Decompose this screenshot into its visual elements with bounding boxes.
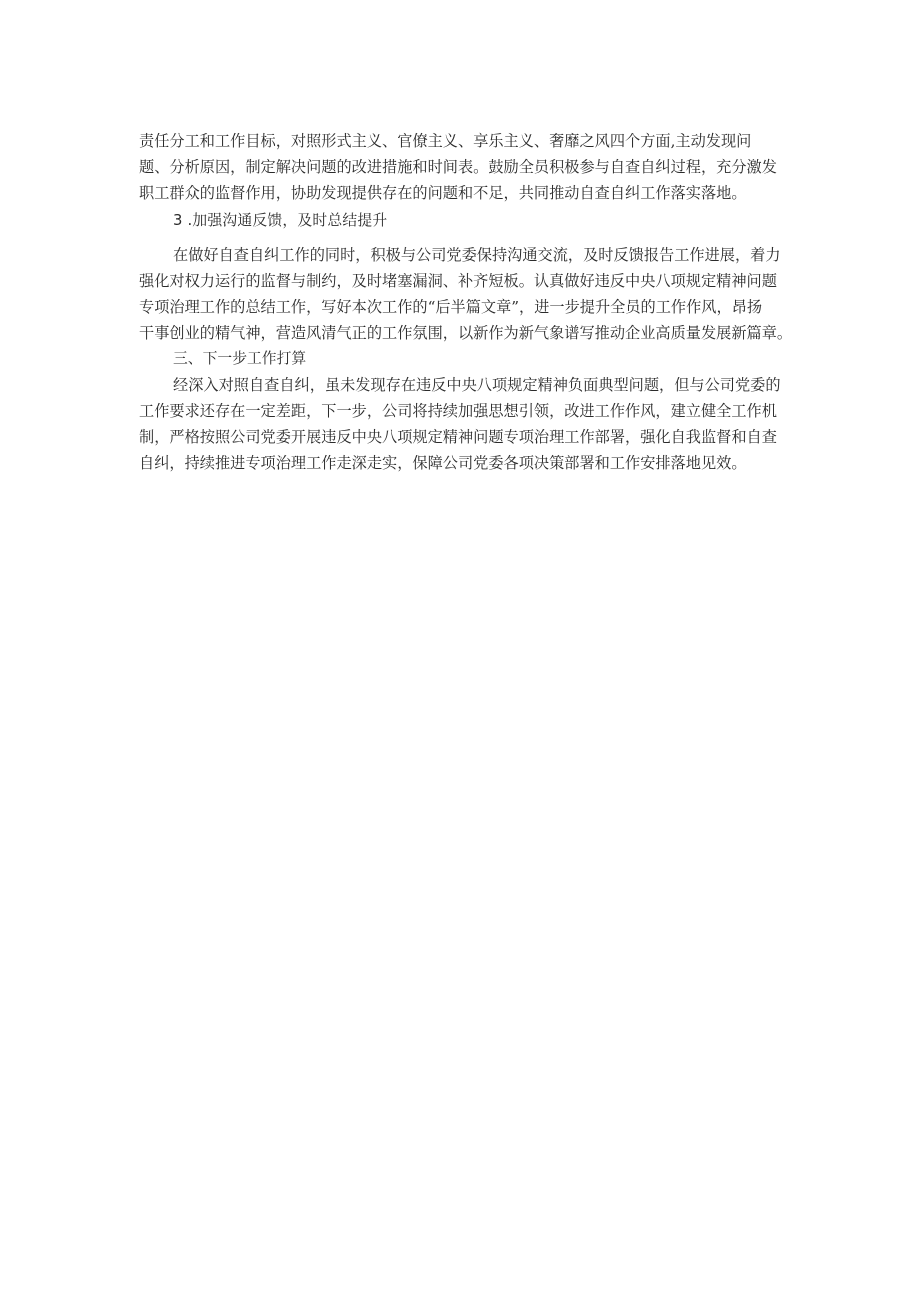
paragraph-responsibility	[139, 128, 799, 206]
document-body	[139, 128, 799, 476]
paragraph-line: 自纠，持续推进专项治理工作走深走实，保障公司党委各项决策部署和工作安排落地见效。	[139, 454, 747, 472]
paragraph-line: 强化对权力运行的监督与制约，及时堵塞漏洞、补齐短板。认真做好违反中央八项规定精神问题	[139, 272, 777, 290]
paragraph-line: 经深入对照自查自纠，虽未发现存在违反中央八项规定精神负面典型问题，但与公司党委的	[173, 376, 781, 394]
subheading-communication-feedback: 3 .加强沟通反馈，及时总结提升	[173, 212, 388, 229]
paragraph-line: 工作要求还存在一定差距，下一步，公司将持续加强思想引领，改进工作作风，建立健全工作机	[139, 402, 777, 420]
paragraph-line: 职工群众的监督作用，协助发现提供存在的问题和不足，共同推动自查自纠工作落实落地。	[139, 184, 747, 202]
paragraph-line: 题、分析原因，制定解决问题的改进措施和时间表。鼓励全员积极参与自查自纠过程，充分激发	[139, 158, 777, 176]
section-heading-next-steps: 三、下一步工作打算	[173, 350, 307, 367]
paragraph-communication	[139, 242, 799, 346]
paragraph-line: 制，严格按照公司党委开展违反中央八项规定精神问题专项治理工作部署，强化自我监督和自查	[139, 428, 777, 446]
paragraph-line: 专项治理工作的总结工作，写好本次工作的“后半篇文章”，进一步提升全员的工作作风，昂扬	[139, 298, 763, 316]
paragraph-line: 干事创业的精气神，营造风清气正的工作氛围，以新作为新气象谱写推动企业高质量发展新篇章。	[139, 324, 793, 342]
paragraph-line: 在做好自查自纠工作的同时，积极与公司党委保持沟通交流，及时反馈报告工作进展，着力	[173, 246, 781, 264]
paragraph-next-steps	[139, 372, 799, 476]
paragraph-line: 责任分工和工作目标，对照形式主义、官僚主义、享乐主义、奢靡之风四个方面,主动发现问	[139, 132, 752, 150]
